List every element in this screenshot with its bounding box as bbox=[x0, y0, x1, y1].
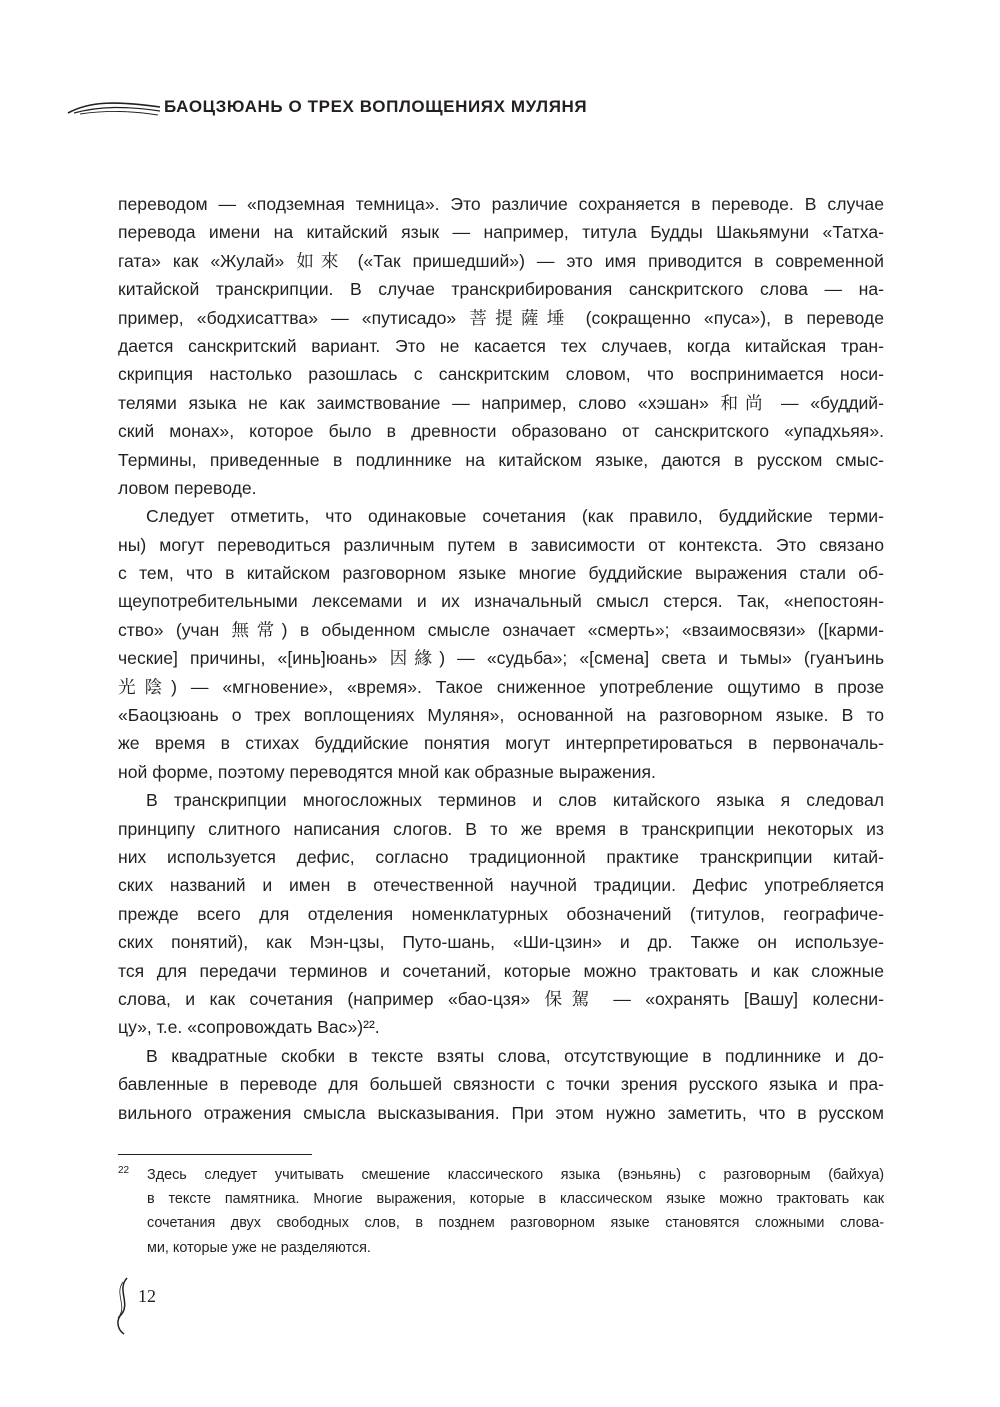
text-line: тся для передачи терминов и сочетаний, которые можно трактовать и как сложные bbox=[118, 960, 884, 981]
text-line: Следует отметить, что одинаковые сочетания (как правило, буддийские терми- bbox=[146, 506, 884, 527]
footnote bbox=[118, 1163, 884, 1260]
text-line: бавленные в переводе для большей связности с точки зрения русского языка и пра- bbox=[118, 1074, 884, 1095]
text-line: В квадратные скобки в тексте взяты слова, отсутствующие в подлиннике и до- bbox=[146, 1045, 884, 1066]
footnote-divider bbox=[118, 1154, 312, 1155]
text-line: вильного отражения смысла высказывания. При этом нужно заметить, что в русском bbox=[118, 1102, 884, 1123]
text-line: 光陰) — «мгновение», «время». Такое сниженное употребление ощутимо в прозе bbox=[118, 676, 884, 697]
text-line: ских понятий), как Мэн-цзы, Путо-шань, «Ши-цзин» и др. Также он используе- bbox=[118, 932, 884, 953]
text-line: прежде всего для отделения номенклатурных обозначений (титулов, географиче- bbox=[118, 903, 884, 924]
running-header-title: БАОЦЗЮАНЬ О ТРЕХ ВОПЛОЩЕНИЯХ МУЛЯНЯ bbox=[164, 97, 588, 116]
text-line: переводом — «подземная темница». Это различие сохраняется в переводе. В случае bbox=[118, 194, 884, 214]
text-line: китайской транскрипции. В случае транскрибирования санскритского слова — на- bbox=[118, 279, 884, 300]
text-line: с тем, что в китайском разговорном языке многие буддийские выражения стали об- bbox=[118, 563, 884, 584]
text-line: ство» (учан 無常) в обыденном смысле означает «смерть»; «взаимосвязи» ([карми- bbox=[118, 619, 884, 640]
text-line: дается санскритский вариант. Это не касается тех случаев, когда китайская тран- bbox=[118, 335, 884, 356]
text-line: ских названий и имен в отечественной научной традиции. Дефис употребляется bbox=[118, 875, 884, 896]
text-line: скрипция настолько разошлась с санскритским словом, что воспринимается носи- bbox=[118, 364, 884, 385]
footnote-marker: 22 bbox=[118, 1165, 130, 1176]
text-line: «Баоцзюань о трех воплощениях Муляня», основанной на разговорном языке. В то bbox=[118, 705, 884, 726]
text-line: ский монах», которое было в древности образовано от санскритского «упадхьяя». bbox=[118, 421, 884, 442]
folio-swash-icon bbox=[110, 1276, 136, 1336]
page-folio bbox=[110, 1276, 190, 1336]
text-line: перевода имени на китайский язык — например, титула Будды Шакьямуни «Татха- bbox=[118, 222, 884, 243]
footnote-line: ми, которые уже не разделяются. bbox=[147, 1239, 371, 1256]
text-line: пример, «бодхисаттва» — «путисадо» 菩提薩埵 (сокращенно «пуса»), в переводе bbox=[118, 307, 884, 328]
text-line: же время в стихах буддийские понятия могут интерпретироваться в первоначаль- bbox=[118, 733, 884, 754]
header-flourish-icon bbox=[66, 98, 162, 120]
footnote-line: в тексте памятника. Многие выражения, которые в классическом языке можно трактовать как bbox=[147, 1191, 884, 1208]
text-line: них используется дефис, согласно традиционной практике транскрипции китай- bbox=[118, 846, 884, 867]
text-line: щеупотребительными лексемами и их изначальный смысл стерся. Так, «непостоян- bbox=[118, 591, 884, 612]
text-line: цу», т.е. «сопровождать Вас»)²². bbox=[118, 1017, 380, 1038]
footnote-line: сочетания двух свободных слов, в позднем разговорном языке становятся сложными слова- bbox=[147, 1215, 884, 1232]
running-header bbox=[66, 92, 586, 124]
text-line: слова, и как сочетания (например «бао-цзя» 保駕 — «охранять [Вашу] колесни- bbox=[118, 988, 884, 1009]
text-line: телями языка не как заимствование — например, слово «хэшан» 和尚 — «буддий- bbox=[118, 392, 884, 413]
main-text bbox=[118, 190, 884, 1127]
text-line: Термины, приведенные в подлиннике на китайском языке, даются в русском смыс- bbox=[118, 449, 884, 470]
footnote-line: Здесь следует учитывать смешение классического языка (вэньянь) с разговорным (байхуа) bbox=[147, 1167, 884, 1183]
text-line: гата» как «Жулай» 如來 («Так пришедший») — это имя приводится в современной bbox=[118, 250, 884, 271]
text-line: В транскрипции многосложных терминов и слов китайского языка я следовал bbox=[146, 790, 884, 811]
text-line: ной форме, поэтому переводятся мной как образные выражения. bbox=[118, 761, 656, 782]
text-line: ловом переводе. bbox=[118, 477, 257, 498]
text-line: ческие] причины, «[инь]юань» 因緣) — «судьба»; «[смена] света и тьмы» (гуанъинь bbox=[118, 648, 884, 669]
text-line: принципу слитного написания слогов. В то же время в транскрипции некоторых из bbox=[118, 818, 884, 839]
page-number: 12 bbox=[138, 1286, 156, 1306]
text-line: ны) могут переводиться различным путем в зависимости от контекста. Это связано bbox=[118, 534, 884, 555]
